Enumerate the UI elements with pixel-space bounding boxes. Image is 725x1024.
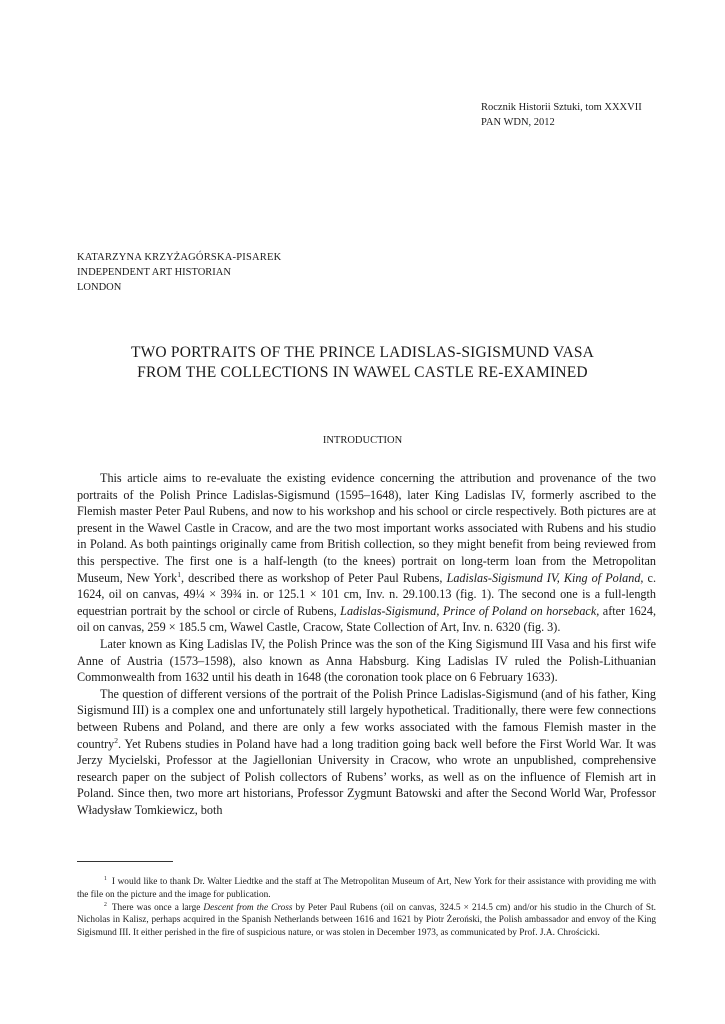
paragraph-1-text-c: , c. 1624, oil on canvas, 49¼ × 39¾ in. or 125.1 × 101 cm, Inv. n. 29.100.13 (fig. 1). The second one is a full-length equestrian portrait by the school or circle of Rubens, xyxy=(77,570,657,618)
paragraph-3-text-b: . Yet Rubens studies in Poland have had a long tradition going back well before the First World War. It was Jerzy Mycielski, Professor at the Jagiellonian University in Cracow, who wrote an unpublished, comprehensive research paper on the subject of Polish collectors of Rubens’ works, as well as on the influence of Flemish art in Poland. Since then, two more art historians, Professor Zygmunt Batowski and after the Second World War, Professor Władysław Tomkiewicz, both xyxy=(77,736,656,817)
paragraph-3-text-a: The question of different versions of the portrait of the Polish Prince Ladislas-Sigismund (and of his father, King Sigismund III) is a complex one and unfortunately still largely hypothetical. Traditionally, there were few connections between Rubens and Poland, and there are only a few works associated with the famous Flemish master in the country xyxy=(77,686,656,751)
paragraph-1 xyxy=(77,470,656,636)
journal-title: Rocznik Historii Sztuki, tom XXXVII xyxy=(481,102,642,113)
footnote-2 xyxy=(77,902,656,940)
paragraph-1-text-a: This article aims to re-evaluate the existing evidence concerning the attribution and provenance of the two portraits of the Polish Prince Ladislas-Sigismund (1595–1648), later King Ladislas IV, formerly ascribed to the Flemish master Peter Paul Rubens, and now to his workshop and his school or circle respectively. Both pictures are at present in the Wawel Castle in Cracow, and are the two most important works associated with Rubens and his studio in Poland. As both paintings originally came from British collection, so they might benefit from being reviewed from this perspective. The first one is a half-length (to the knees) portrait on long-term loan from the Metropolitan Museum, New York xyxy=(77,471,656,585)
footnote-2-text-b: by Peter Paul Rubens (oil on canvas, 324.5 × 214.5 cm) and/or his studio in the Church of St. Nicholas in Kalisz, perhaps acquired in the Spanish Netherlands between 1616 and 1621 by Piotr Żeroński, the Polish ambassador and envoy of the King Sigismund III. It either perished in the fire of suspicious nature, or was stolen in December 1973, as communicated by Prof. J.A. Chrościcki. xyxy=(77,902,656,939)
paragraph-1-text-b: , described there as workshop of Peter Paul Rubens, xyxy=(181,570,447,585)
journal-publisher: PAN WDN, 2012 xyxy=(481,117,555,128)
footnote-ref-2[interactable]: 2 xyxy=(114,735,119,745)
author-name: KATARZYNA KRZYŻAGÓRSKA-PISAREK xyxy=(77,252,282,263)
author-affiliation: INDEPENDENT ART HISTORIAN xyxy=(77,267,231,278)
footnote-divider xyxy=(77,861,173,862)
painting-title-2: Ladislas-Sigismund, Prince of Poland on horseback, xyxy=(340,603,600,618)
footnote-2-text-a: There was once a large xyxy=(111,902,204,913)
footnote-1-text: I would like to thank Dr. Walter Liedtke and the staff at The Metropolitan Museum of Art, New York for their assistance with providing me with the file on the picture and the image for publication. xyxy=(77,877,656,900)
footnote-1-number: 1 xyxy=(104,875,107,882)
footnote-1 xyxy=(77,876,656,902)
author-city: LONDON xyxy=(77,282,122,293)
footnote-2-painting-title: Descent from the Cross xyxy=(203,902,293,913)
paragraph-2: Later known as King Ladislas IV, the Polish Prince was the son of the King Sigismund III Vasa and his first wife Anne of Austria (1573–1598), also known as Anna Habsburg. King Ladislas IV ruled the Polish-Lithuanian Commonwealth from 1632 until his death in 1648 (the coronation took place on 6 February 1633). xyxy=(77,636,656,685)
paragraph-1-text-d: after 1624, oil on canvas, 259 × 185.5 cm, Wawel Castle, Cracow, State Collection of Art, Inv. n. 6320 (fig. 3). xyxy=(77,603,657,635)
article-title xyxy=(60,343,665,383)
footnote-ref-1[interactable]: 1 xyxy=(177,569,182,579)
article-body xyxy=(77,470,656,818)
article-title-line-1: TWO PORTRAITS OF THE PRINCE LADISLAS-SIGISMUND VASA xyxy=(130,344,595,361)
article-title-line-2: FROM THE COLLECTIONS IN WAWEL CASTLE RE-EXAMINED xyxy=(137,364,588,381)
paragraph-3 xyxy=(77,686,656,819)
painting-title-1: Ladislas-Sigismund IV, King of Poland xyxy=(446,570,641,585)
footnote-2-number: 2 xyxy=(104,901,107,908)
footnotes xyxy=(77,876,656,940)
section-heading: INTRODUCTION xyxy=(322,435,403,446)
journal-header xyxy=(481,100,642,130)
author-block xyxy=(77,250,281,295)
